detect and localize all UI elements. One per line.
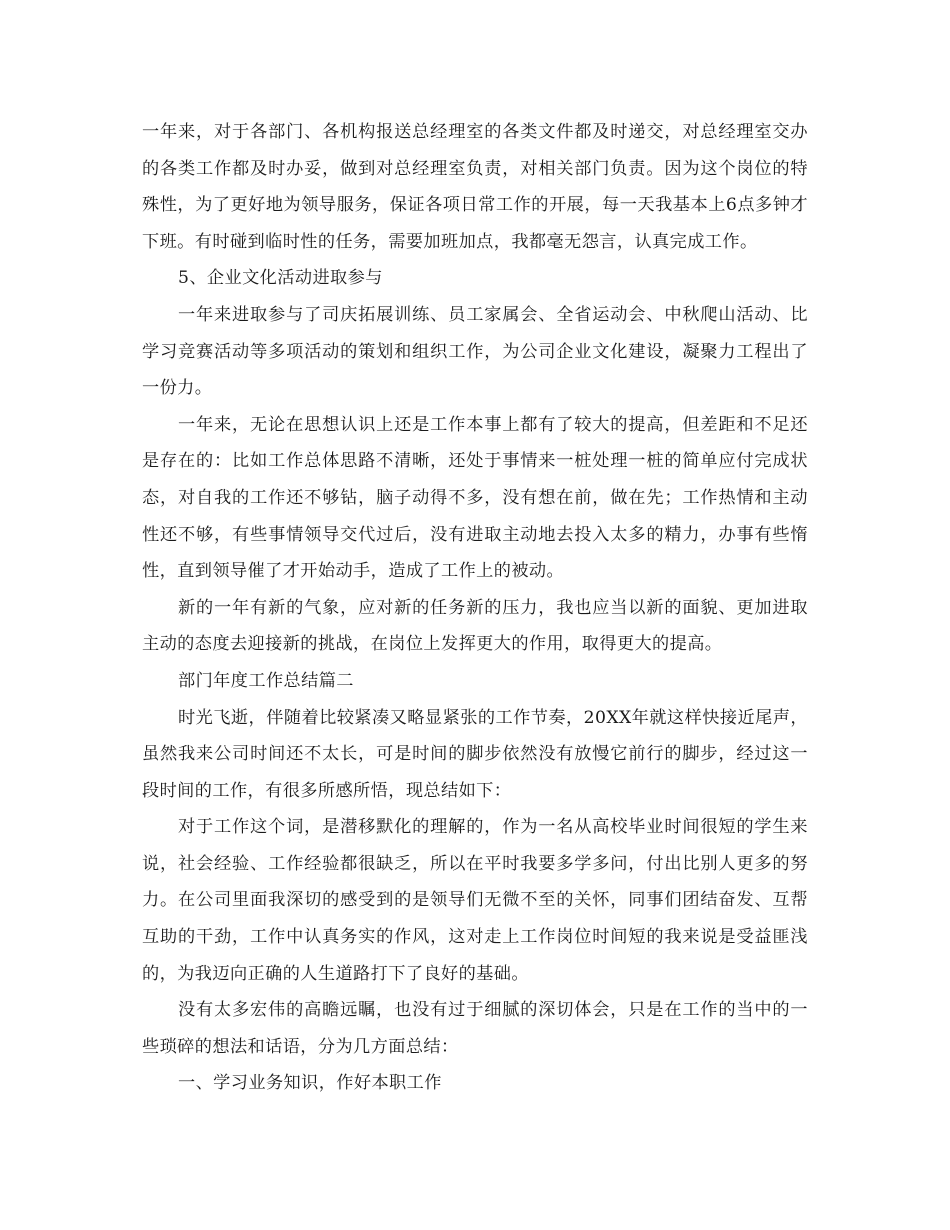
paragraph-1: 一年来，对于各部门、各机构报送总经理室的各类文件都及时递交，对总经理室交办的各类工作都及时办妥，做到对总经理室负责，对相关部门负责。因为这个岗位的特殊性，为了更好地为领导服务，保证各项日常工作的开展，每一天我基本上6点多钟才下班。有时碰到临时性的任务，需要加班加点，我都毫无怨言，认真完成工作。 <box>142 122 808 252</box>
paragraph-6: 对于工作这个词，是潜移默化的理解的，作为一名从高校毕业时间很短的学生来说，社会经验、工作经验都很缺乏，所以在平时我要多学多问，付出比别人更多的努力。在公司里面我深切的感受到的是领导们无微不至的关怀，同事们团结奋发、互帮互助的干劲，工作中认真务实的作风，这对走上工作岗位时间短的我来说是受益匪浅的，为我迈向正确的人生道路打下了良好的基础。 <box>142 817 808 984</box>
paragraph-3: 一年来，无论在思想认识上还是工作本事上都有了较大的提高，但差距和不足还是存在的：比如工作总体思路不清晰，还处于事情来一桩处理一桩的简单应付完成状态，对自我的工作还不够钻，脑子动得不多，没有想在前，做在先；工作热情和主动性还不够，有些事情领导交代过后，没有进取主动地去投入太多的精力，办事有些惰性，直到领导催了才开始动手，造成了工作上的被动。 <box>142 414 808 582</box>
article-title-part-two: 部门年度工作总结篇二 <box>178 670 354 691</box>
section-heading-1: 一、学习业务知识，作好本职工作 <box>178 1073 442 1094</box>
paragraph-2: 一年来进取参与了司庆拓展训练、员工家属会、全省运动会、中秋爬山活动、比学习竞赛活动等多项活动的策划和组织工作，为公司企业文化建设，凝聚力工程出了一份力。 <box>142 304 808 399</box>
document-body <box>142 114 808 1102</box>
section-heading-5: 5、企业文化活动进取参与 <box>178 268 383 289</box>
paragraph-7: 没有太多宏伟的高瞻远瞩，也没有过于细腻的深切体会，只是在工作的当中的一些琐碎的想法和话语，分为几方面总结： <box>142 1000 808 1057</box>
paragraph-4: 新的一年有新的气象，应对新的任务新的压力，我也应当以新的面貌、更加进取主动的态度去迎接新的挑战，在岗位上发挥更大的作用，取得更大的提高。 <box>142 597 808 655</box>
paragraph-5: 时光飞逝，伴随着比较紧凑又略显紧张的工作节奏，20XX年就这样快接近尾声，虽然我来公司时间还不太长，可是时间的脚步依然没有放慢它前行的脚步，经过这一段时间的工作，有很多所感所悟，现总结如下： <box>142 707 808 801</box>
